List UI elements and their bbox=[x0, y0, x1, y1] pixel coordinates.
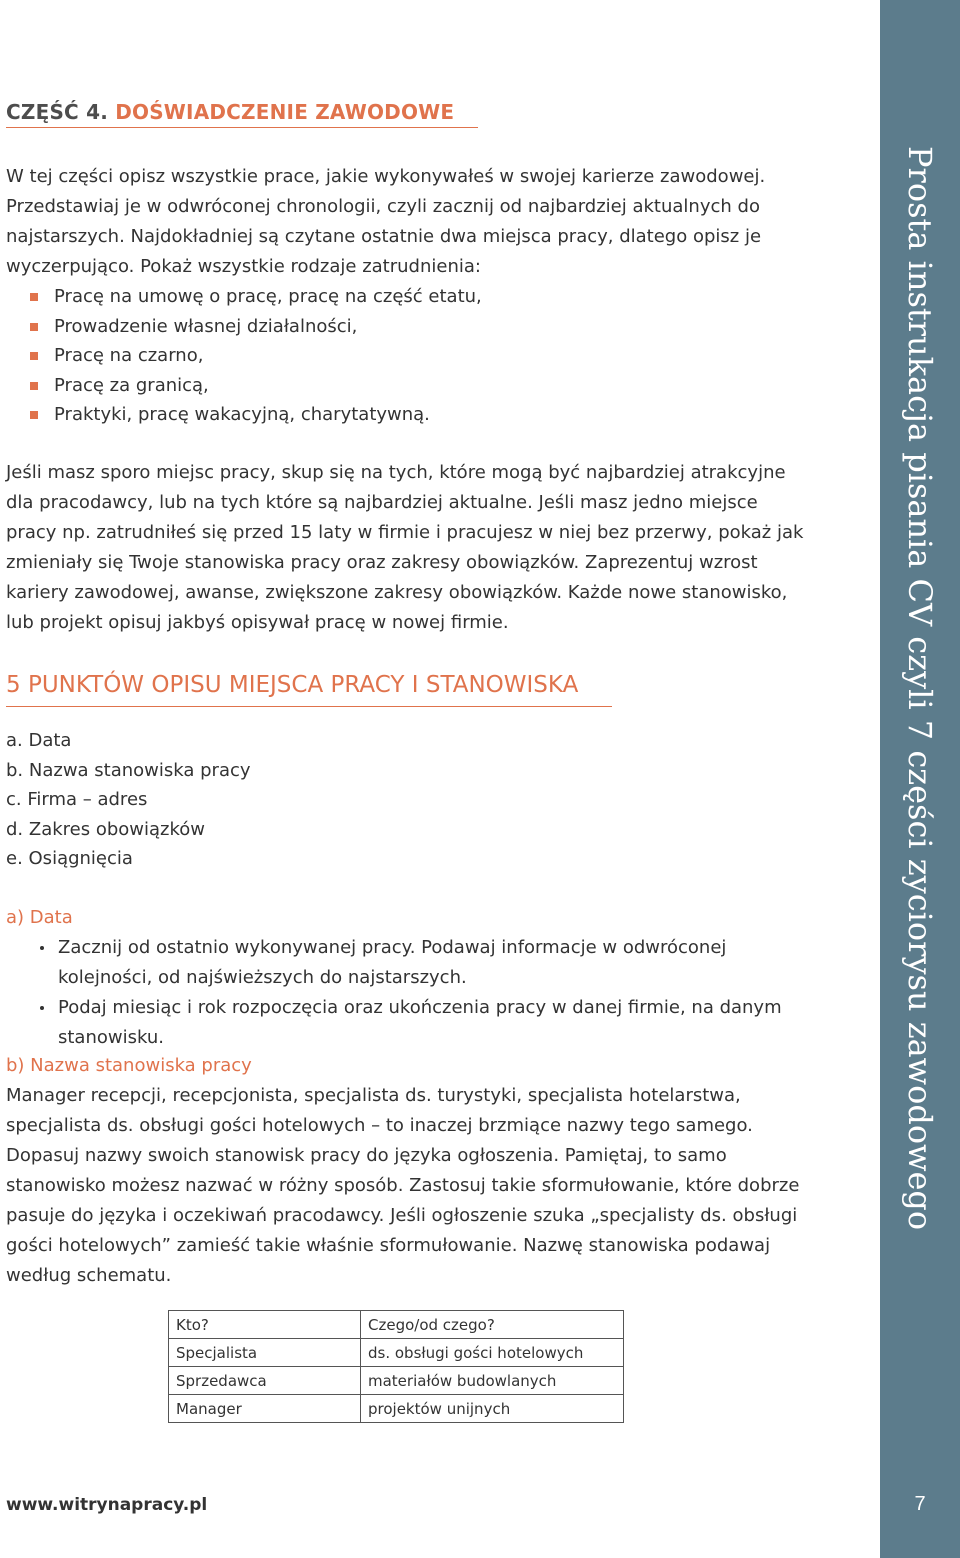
square-bullet-icon bbox=[30, 411, 38, 419]
points-list bbox=[6, 726, 251, 874]
table-cell: Specjalista bbox=[169, 1339, 361, 1367]
subheading-date: a) Data bbox=[6, 907, 73, 928]
square-bullet-icon bbox=[30, 382, 38, 390]
points-heading: 5 PUNKTÓW OPISU MIEJSCA PRACY I STANOWISKA bbox=[6, 672, 612, 707]
date-tips-list bbox=[40, 933, 810, 1053]
list-item: Podaj miesiąc i rok rozpoczęcia oraz ukończenia pracy w danej firmie, na danym stanowisku. bbox=[40, 993, 810, 1053]
table-header-row bbox=[169, 1311, 624, 1339]
dot-bullet-icon bbox=[40, 1006, 44, 1010]
list-item: e. Osiągnięcia bbox=[6, 848, 133, 869]
dot-bullet-icon bbox=[40, 946, 44, 950]
position-schema-table bbox=[168, 1310, 624, 1423]
table-header-cell: Kto? bbox=[169, 1311, 361, 1339]
table-row bbox=[169, 1367, 624, 1395]
list-item: a. Data bbox=[6, 730, 72, 751]
table-cell: ds. obsługi gości hotelowych bbox=[361, 1339, 624, 1367]
table-cell: Sprzedawca bbox=[169, 1367, 361, 1395]
table-cell: materiałów budowlanych bbox=[361, 1367, 624, 1395]
section-heading bbox=[6, 100, 478, 128]
employment-types-list bbox=[30, 282, 482, 430]
section-number: CZĘŚĆ 4. bbox=[6, 100, 109, 124]
table-header-cell: Czego/od czego? bbox=[361, 1311, 624, 1339]
intro-paragraph: W tej części opisz wszystkie prace, jakie wykonywałeś w swojej karierze zawodowej. Przedstawiaj je w odwróconej chronologii, czyli zacznij od najbardziej aktualnych do najstarszych. Najdokładniej są czytane ostatnie dwa miejsca pracy, dlatego opisz je wyczerpująco. Pokaż wszystkie rodzaje zatrudnienia: bbox=[6, 166, 766, 277]
page-number: 7 bbox=[914, 1493, 926, 1515]
table-row bbox=[169, 1339, 624, 1367]
square-bullet-icon bbox=[30, 352, 38, 360]
table-row bbox=[169, 1395, 624, 1423]
section-title: DOŚWIADCZENIE ZAWODOWE bbox=[115, 100, 455, 124]
list-item: c. Firma – adres bbox=[6, 789, 148, 810]
square-bullet-icon bbox=[30, 323, 38, 331]
workplaces-paragraph: Jeśli masz sporo miejsc pracy, skup się na tych, które mogą być najbardziej atrakcyjne dla pracodawcy, lub na tych które są najbardziej aktualne. Jeśli masz jedno miejsce pracy np. zatrudniłeś się przed 15 laty w firmie i pracujesz w niej bez przerwy, pokaż jak zmieniały się Twoje stanowiska pracy oraz zakresy obowiązków. Zaprezentuj wzrost kariery zawodowej, awanse, zwiększone zakresy obowiązków. Każde nowe stanowisko, lub projekt opisuj jakbyś opisywał pracę w nowej firmie. bbox=[6, 462, 804, 633]
list-item: Zacznij od ostatnio wykonywanej pracy. Podawaj informacje w odwróconej kolejności, od najświeższych do najstarszych. bbox=[40, 933, 810, 993]
square-bullet-icon bbox=[30, 293, 38, 301]
subheading-position-name: b) Nazwa stanowiska pracy bbox=[6, 1055, 252, 1076]
list-item: Pracę za granicą, bbox=[30, 371, 482, 401]
sidebar-title-wrap bbox=[880, 0, 960, 1280]
position-name-paragraph: Manager recepcji, recepcjonista, specjalista ds. turystyki, specjalista hotelarstwa, specjalista ds. obsługi gości hotelowych – to inaczej brzmiące nazwy tego samego. Dopasuj nazwy swoich stanowisk pracy do języka ogłoszenia. Pamiętaj, to samo stanowisko możesz nazwać w różny sposób. Zastosuj takie sformułowanie, które dobrze pasuje do języka i oczekiwań pracodawcy. Jeśli ogłoszenie szuka „specjalisty ds. obsługi gości hotelowych” zamieść takie właśnie sformułowanie. Nazwę stanowiska podawaj według schematu. bbox=[6, 1085, 800, 1286]
list-item: Pracę na czarno, bbox=[30, 341, 482, 371]
footer-url[interactable]: www.witrynapracy.pl bbox=[6, 1495, 208, 1515]
list-item: Pracę na umowę o pracę, pracę na część etatu, bbox=[30, 282, 482, 312]
list-item: d. Zakres obowiązków bbox=[6, 818, 206, 840]
list-item: Prowadzenie własnej działalności, bbox=[30, 312, 482, 342]
sidebar bbox=[880, 0, 960, 1558]
sidebar-title: Prosta instrukacja pisania CV czyli 7 części zyciorysu zawodowego bbox=[901, 145, 939, 1231]
table-cell: Manager bbox=[169, 1395, 361, 1423]
list-item: Praktyki, pracę wakacyjną, charytatywną. bbox=[30, 400, 482, 430]
list-item: b. Nazwa stanowiska pracy bbox=[6, 759, 251, 781]
table-cell: projektów unijnych bbox=[361, 1395, 624, 1423]
